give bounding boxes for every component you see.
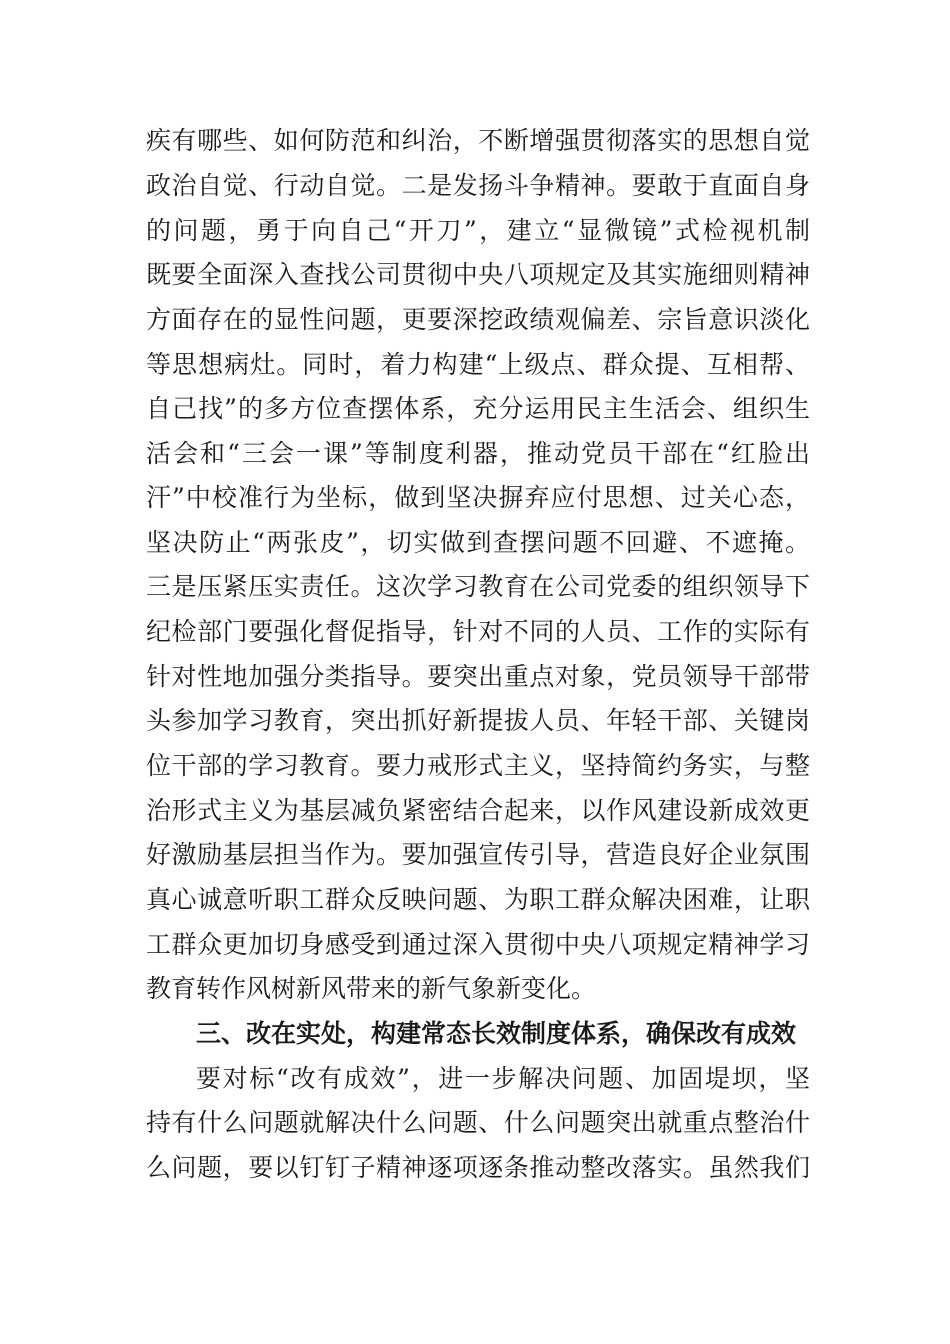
- text-line: 针对性地加强分类指导。要突出重点对象，党员领导干部带: [146, 662, 810, 691]
- text-line: 么问题，要以钉钉子精神逐项逐条推动整改落实。虽然我们: [146, 1153, 810, 1182]
- text-line: 三是压紧压实责任。这次学习教育在公司党委的组织领导下: [146, 572, 810, 601]
- text-line: 要对标“改有成效”，进一步解决问题、加固堤坝，坚: [196, 1064, 810, 1093]
- text-line: 纪检部门要强化督促指导，针对不同的人员、工作的实际有: [146, 617, 810, 646]
- text-line: 工群众更加切身感受到通过深入贯彻中央八项规定精神学习: [146, 930, 810, 959]
- text-line: 好激励基层担当作为。要加强宣传引导，营造良好企业氛围: [146, 840, 810, 869]
- text-line: 真心诚意听职工群众反映问题、为职工群众解决困难，让职: [146, 885, 810, 914]
- text-line: 等思想病灶。同时，着力构建“上级点、群众提、互相帮、: [146, 350, 810, 379]
- text-line: 头参加学习教育，突出抓好新提拔人员、年轻干部、关键岗: [146, 706, 810, 735]
- text-line: 活会和“三会一课”等制度利器，推动党员干部在“红脸出: [146, 439, 810, 468]
- text-line: 的问题，勇于向自己“开刀”，建立“显微镜”式检视机制: [146, 216, 810, 245]
- section-heading: 三、改在实处，构建常态长效制度体系，确保改有成效: [196, 1019, 797, 1048]
- text-line: 政治自觉、行动自觉。二是发扬斗争精神。要敢于直面自身: [146, 171, 810, 200]
- text-line: 教育转作风树新风带来的新气象新变化。: [146, 974, 597, 1003]
- text-line: 既要全面深入查找公司贯彻中央八项规定及其实施细则精神: [146, 260, 810, 289]
- text-line: 自己找”的多方位查摆体系，充分运用民主生活会、组织生: [146, 394, 810, 423]
- text-line: 汗”中校准行为坐标，做到坚决摒弃应付思想、过关心态，: [146, 483, 810, 512]
- text-line: 治形式主义为基层减负紧密结合起来，以作风建设新成效更: [146, 796, 810, 825]
- text-line: 持有什么问题就解决什么问题、什么问题突出就重点整治什: [146, 1108, 810, 1137]
- text-line: 坚决防止“两张皮”，切实做到查摆问题不回避、不遮掩。: [146, 528, 810, 557]
- text-line: 位干部的学习教育。要力戒形式主义，坚持简约务实，与整: [146, 751, 810, 780]
- text-line: 疾有哪些、如何防范和纠治，不断增强贯彻落实的思想自觉: [146, 126, 810, 155]
- text-line: 方面存在的显性问题，更要深挖政绩观偏差、宗旨意识淡化: [146, 305, 810, 334]
